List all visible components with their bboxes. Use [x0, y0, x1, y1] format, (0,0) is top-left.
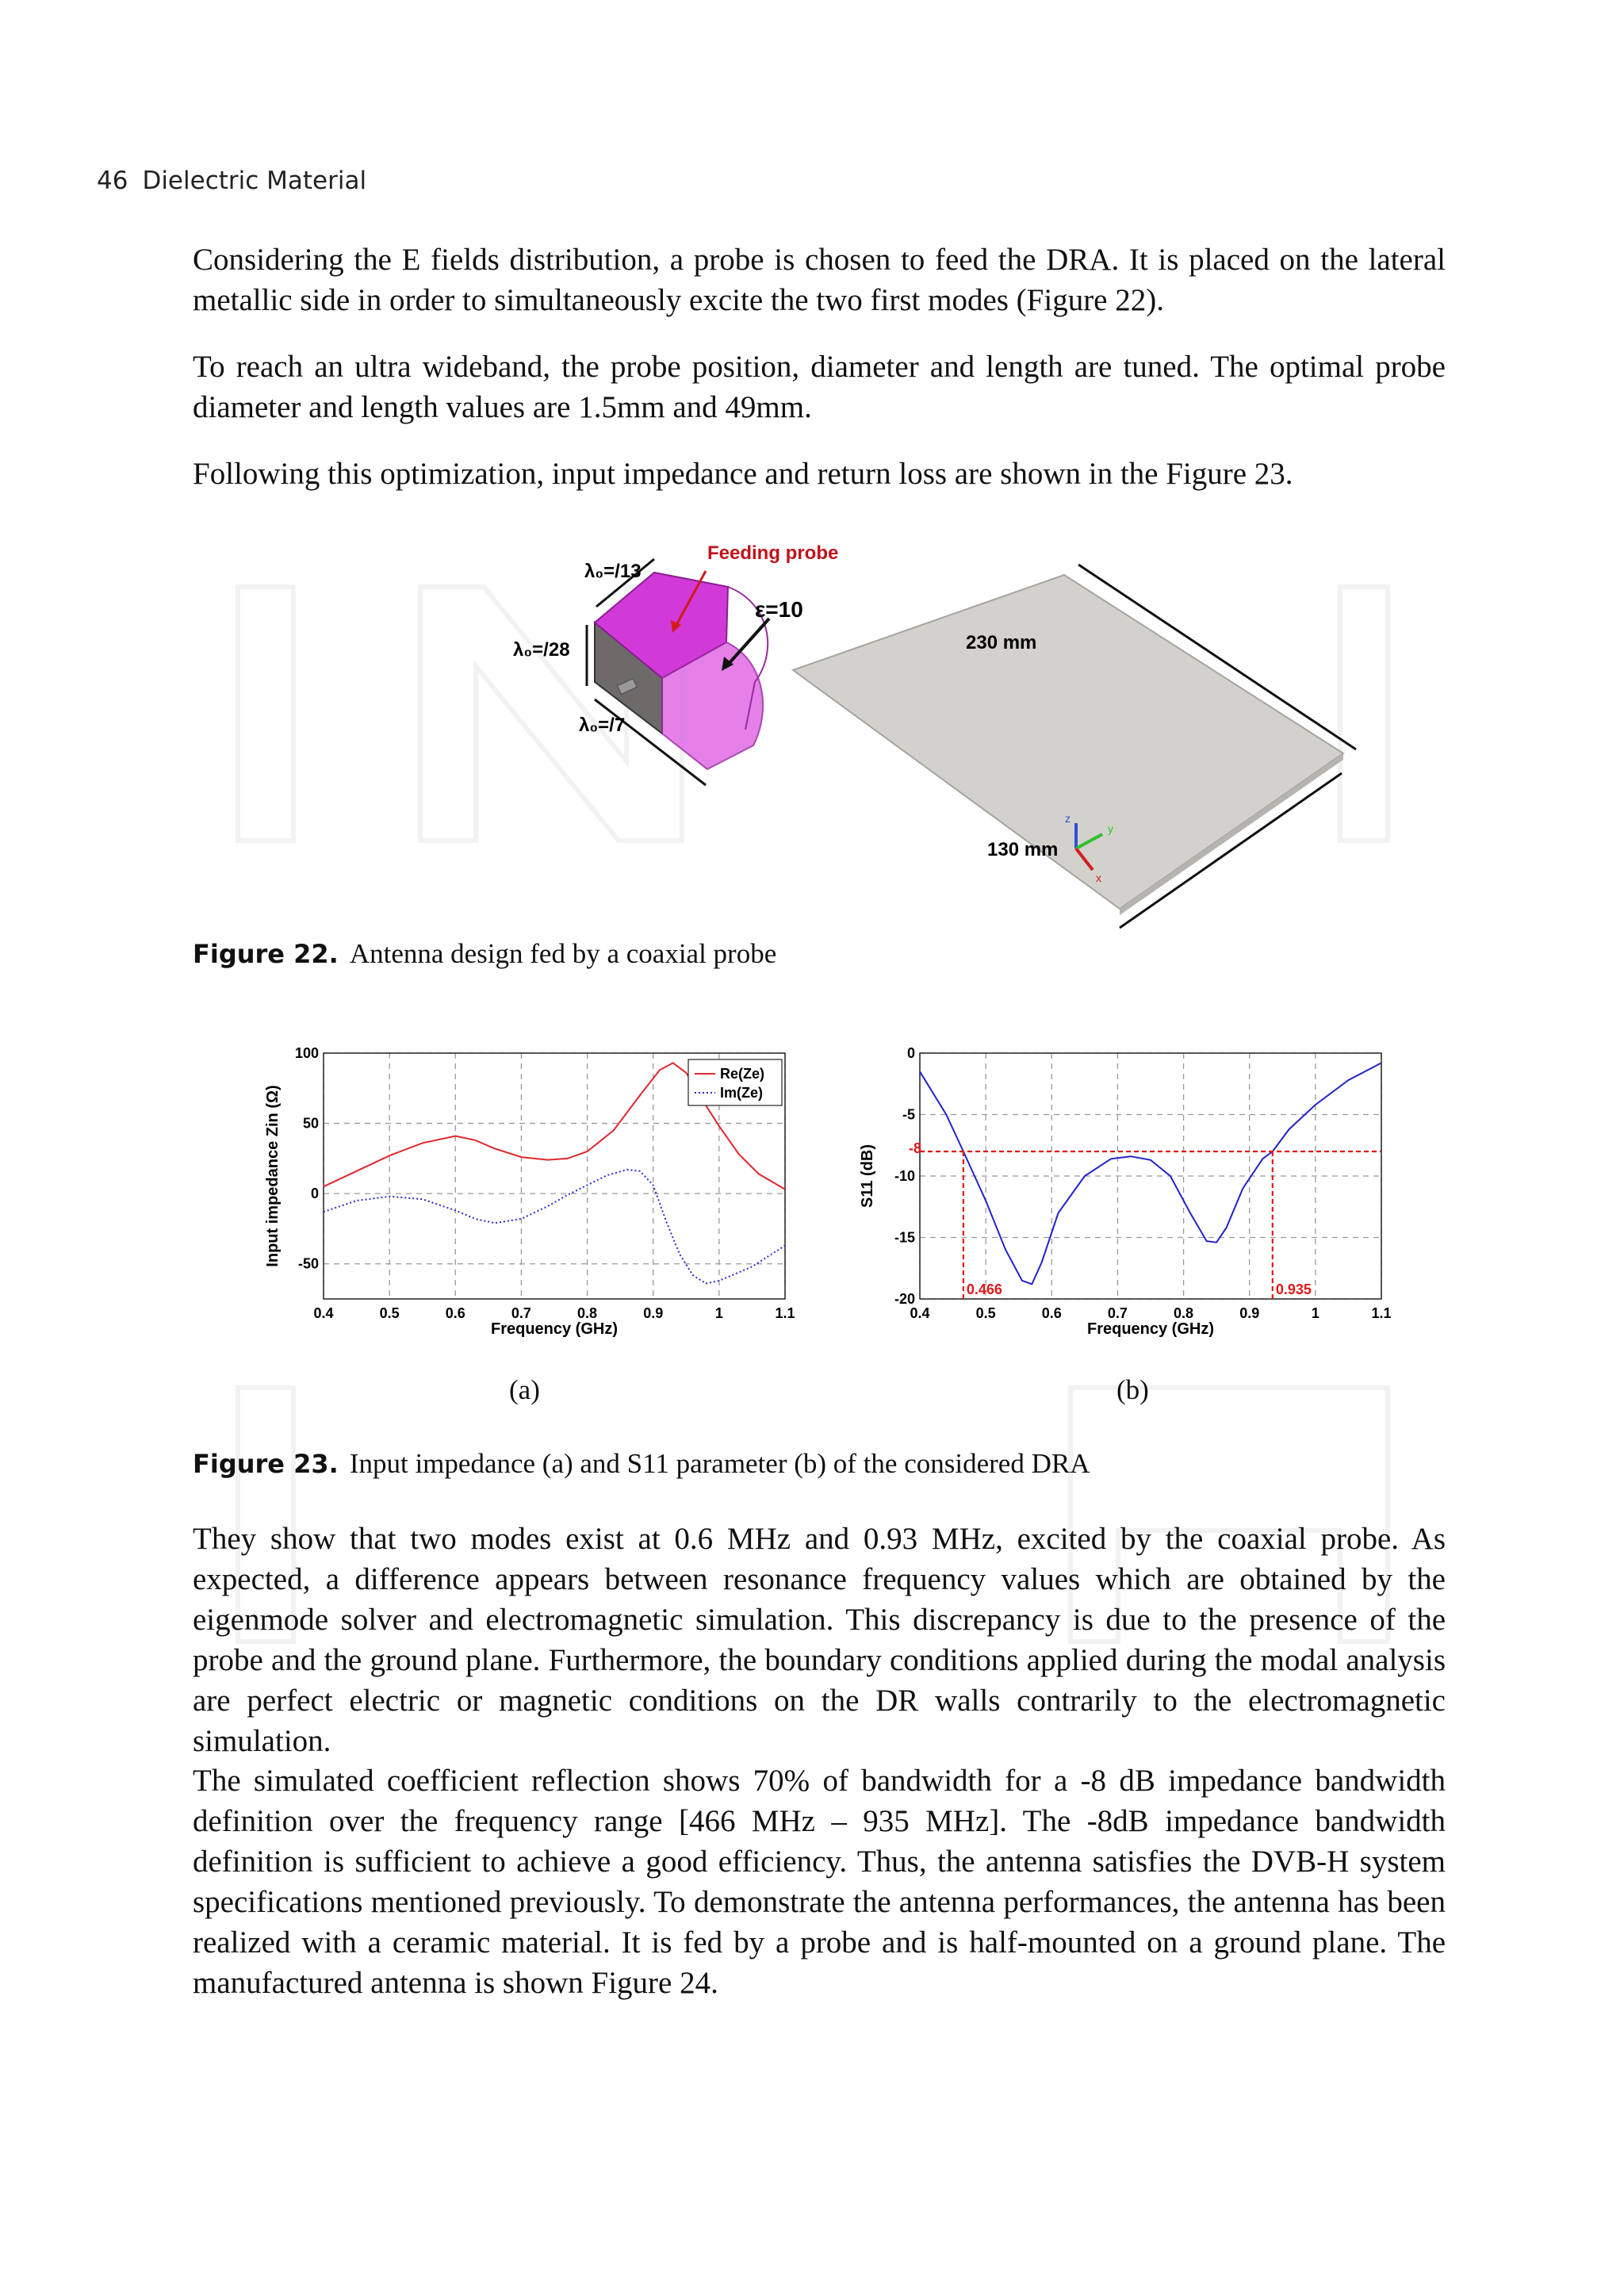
x-tick-label: 0.9 [1239, 1305, 1260, 1321]
label-lambda-28: λ₀=/28 [513, 639, 570, 661]
series-line-im-ze- [324, 1170, 785, 1284]
paragraph-5: The simulated coefficient reflection shows 70% of bandwidth for a -8 dB impedance bandwidth definition over the frequency range [466 MHz – 935 MHz]. The -8dB impedance bandwidth definition is sufficient to achieve a good efficiency. Thus, the antenna satisfies the DVB-H system specifications mentioned previously. To demonstrate the antenna performances, the antenna has been realized with a ceramic material. It is fed by a probe and is half-mounted on a ground plane. The manufactured antenna is shown Figure 24. [193, 1764, 1446, 2000]
y-tick-label: -15 [894, 1229, 915, 1246]
marker-label-0.935: 0.935 [1275, 1282, 1312, 1297]
label-230mm: 230 mm [966, 632, 1037, 653]
chart-input-impedance [254, 1031, 809, 1348]
running-title: Dielectric Material [142, 167, 367, 195]
y-tick-label: 50 [302, 1115, 319, 1132]
series-line-s11 [920, 1063, 1381, 1284]
axis-x-label: x [1096, 872, 1101, 884]
label-lambda-7: λ₀=/7 [579, 715, 626, 736]
paragraph-3: Following this optimization, input impedance and return loss are shown in the Figure 23. [193, 457, 1293, 491]
y-tick-label: 0 [906, 1045, 915, 1061]
legend-entry: Re(Ze) [720, 1066, 765, 1082]
y-axis-label: S11 (dB) [859, 1144, 876, 1209]
label-feeding-probe: Feeding probe [707, 542, 839, 564]
y-tick-label: -20 [894, 1291, 915, 1307]
figure-22-caption-text: Antenna design fed by a coaxial probe [349, 938, 777, 969]
x-tick-label: 0.6 [1041, 1305, 1062, 1321]
chart-s11 [848, 1031, 1404, 1348]
label-130mm: 130 mm [987, 839, 1059, 860]
x-axis-label: Frequency (GHz) [490, 1320, 619, 1338]
legend-entry: Im(Ze) [720, 1085, 763, 1101]
y-tick-label: 0 [310, 1186, 319, 1202]
x-tick-label: 0.8 [1174, 1305, 1194, 1321]
y-tick-label: 100 [294, 1045, 319, 1061]
figure-22-antenna-illustration [476, 523, 1427, 936]
figure-23-caption-text: Input impedance (a) and S11 parameter (b) of the considered DRA [349, 1448, 1090, 1479]
x-tick-label: 0.9 [643, 1305, 664, 1321]
paragraph-2: To reach an ultra wideband, the probe position, diameter and length are tuned. The optimal probe diameter and length values are 1.5mm and 49mm. [193, 350, 1446, 424]
paragraph-4: They show that two modes exist at 0.6 MHz and 0.93 MHz, excited by the coaxial probe. As expected, a difference appears between resonance frequency values which are obtained by the eigenmode solver and electromagnetic simulation. This discrepancy is due to the presence of the probe and the ground plane. Furthermore, the boundary conditions applied during the modal analysis are perfect electric or magnetic conditions on the DR walls contrarily to the electromagnetic simulation. [193, 1522, 1446, 1758]
axis-z-label: z [1065, 812, 1071, 825]
x-tick-label: 0.5 [379, 1305, 400, 1321]
label-lambda-13: λ₀=/13 [584, 561, 642, 582]
y-tick-label: -50 [297, 1255, 319, 1272]
paragraph-1: Considering the E fields distribution, a probe is chosen to feed the DRA. It is placed on the lateral metallic side in order to simultaneously excite the two first modes (Figure 22). [193, 243, 1446, 317]
x-tick-label: 1 [714, 1305, 723, 1321]
figure-23-caption [193, 1448, 1090, 1480]
x-tick-label: 0.4 [313, 1305, 334, 1321]
threshold-label: -8 [908, 1140, 921, 1156]
subfigure-label-a: (a) [509, 1374, 540, 1405]
ground-plane [793, 575, 1343, 909]
page-number: 46 [97, 167, 128, 195]
x-tick-label: 0.6 [445, 1305, 465, 1321]
running-header [97, 167, 366, 195]
figure-22-caption [193, 938, 776, 970]
label-epsilon: ε=10 [755, 597, 803, 622]
x-tick-label: 0.8 [577, 1305, 598, 1321]
x-tick-label: 1.1 [1371, 1305, 1392, 1321]
x-tick-label: 1 [1311, 1305, 1320, 1321]
x-tick-label: 1.1 [775, 1305, 795, 1321]
y-tick-label: -5 [902, 1106, 915, 1123]
marker-label-0.466: 0.466 [966, 1282, 1002, 1297]
subfigure-label-b: (b) [1116, 1374, 1149, 1405]
x-axis-label: Frequency (GHz) [1086, 1320, 1215, 1338]
x-tick-label: 0.5 [975, 1305, 996, 1321]
figure-22-label: Figure 22. [193, 939, 339, 969]
axis-y-label: y [1108, 822, 1113, 835]
x-tick-label: 0.4 [910, 1305, 930, 1321]
figure-23-label: Figure 23. [193, 1449, 339, 1479]
y-tick-label: -10 [894, 1168, 915, 1184]
x-tick-label: 0.7 [511, 1305, 531, 1321]
x-tick-label: 0.7 [1107, 1305, 1128, 1321]
y-axis-label: Input impedance Zin (Ω) [264, 1085, 282, 1267]
